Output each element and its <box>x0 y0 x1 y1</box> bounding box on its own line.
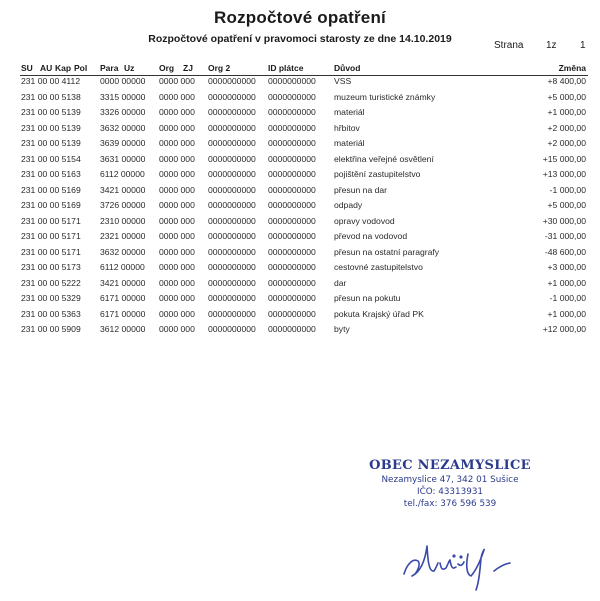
cell-account-code: 231 00 00 5138 <box>21 91 81 102</box>
cell-id-platce: 0000000000 <box>268 107 316 117</box>
cell-org-zj: 0000 000 <box>159 277 195 288</box>
cell-duvod: dar <box>334 277 347 288</box>
cell-account-code: 231 00 00 5171 <box>21 231 81 241</box>
cell-duvod: opravy vodovod <box>334 215 395 226</box>
cell-zmena: -1 000,00 <box>549 293 586 303</box>
cell-duvod: přesun na dar <box>334 184 388 195</box>
municipal-stamp <box>360 458 540 509</box>
cell-org2: 0000000000 <box>208 262 256 272</box>
cell-org-zj: 0000 000 <box>159 76 195 86</box>
cell-duvod: přesun na ostatní paragrafy <box>334 246 440 257</box>
cell-para-uz: 6112 00000 <box>100 169 145 179</box>
cell-para-uz: 3315 00000 <box>100 91 146 102</box>
cell-para-uz: 3631 00000 <box>100 153 146 164</box>
cell-id-platce: 0000000000 <box>268 308 316 319</box>
cell-id-platce: 0000000000 <box>268 153 316 164</box>
stamp-name: OBEC NEZAMYSLICE <box>369 458 531 473</box>
cell-id-platce: 0000000000 <box>268 76 316 86</box>
cell-org-zj: 0000 000 <box>159 138 195 148</box>
cell-org-zj: 0000 000 <box>159 293 195 303</box>
header-su: SU <box>21 63 33 73</box>
cell-account-code: 231 00 00 5163 <box>21 169 81 179</box>
header-para: Para <box>100 63 119 73</box>
cell-duvod: přesun na pokutu <box>334 293 401 303</box>
cell-id-platce: 0000000000 <box>268 262 316 272</box>
cell-duvod: materiál <box>334 138 365 148</box>
header-uz: Uz <box>124 63 135 73</box>
table-row <box>0 245 600 261</box>
document-subtitle: Rozpočtové opatření v pravomoci starosty ze dne 14.10.2019 <box>148 33 452 45</box>
cell-zmena: +1 000,00 <box>547 308 586 319</box>
cell-duvod: materiál <box>334 107 365 117</box>
header-org: Org <box>159 63 175 73</box>
cell-org2: 0000000000 <box>208 122 256 133</box>
cell-org2: 0000000000 <box>208 153 256 164</box>
document-title: Rozpočtové opatření <box>214 8 386 27</box>
cell-duvod: byty <box>334 324 350 334</box>
cell-org-zj: 0000 000 <box>159 215 195 226</box>
cell-para-uz: 6171 00000 <box>100 308 146 319</box>
cell-id-platce: 0000000000 <box>268 293 316 303</box>
cell-zmena: +2 000,00 <box>547 122 586 133</box>
table-row <box>0 229 600 245</box>
header-pol: Pol <box>74 63 88 73</box>
page-current: 1z <box>546 40 557 51</box>
cell-id-platce: 0000000000 <box>268 277 316 288</box>
table-row <box>0 74 600 90</box>
cell-org-zj: 0000 000 <box>159 107 195 117</box>
stamp-phone: tel./fax: 376 596 539 <box>403 499 497 509</box>
cell-zmena: +15 000,00 <box>542 153 586 164</box>
cell-account-code: 231 00 00 5154 <box>21 153 81 164</box>
cell-org-zj: 0000 000 <box>159 308 195 319</box>
cell-zmena: +2 000,00 <box>547 138 586 148</box>
cell-zmena: -31 000,00 <box>544 231 586 241</box>
cell-para-uz: 3632 00000 <box>100 122 146 133</box>
cell-account-code: 231 00 00 4112 <box>21 76 81 86</box>
cell-para-uz: 3639 00000 <box>100 138 146 148</box>
cell-org2: 0000000000 <box>208 308 256 319</box>
table-row <box>0 307 600 323</box>
cell-para-uz: 3612 00000 <box>100 324 146 334</box>
cell-org-zj: 0000 000 <box>159 262 195 272</box>
cell-para-uz: 3632 00000 <box>100 246 146 257</box>
cell-org2: 0000000000 <box>208 200 256 210</box>
cell-org-zj: 0000 000 <box>159 200 195 210</box>
cell-para-uz: 6112 00000 <box>100 262 145 272</box>
cell-zmena: +8 400,00 <box>547 76 586 86</box>
cell-para-uz: 3726 00000 <box>100 200 146 210</box>
cell-zmena: +30 000,00 <box>542 215 586 226</box>
cell-zmena: +1 000,00 <box>547 277 586 288</box>
cell-account-code: 231 00 00 5363 <box>21 308 81 319</box>
cell-id-platce: 0000000000 <box>268 122 316 133</box>
table-row <box>0 291 600 307</box>
cell-account-code: 231 00 00 5169 <box>21 184 81 195</box>
table-row <box>0 214 600 230</box>
cell-zmena: +1 000,00 <box>547 107 586 117</box>
stamp-address: Nezamyslice 47, 342 01 Sušice <box>381 475 519 485</box>
cell-account-code: 231 00 00 5909 <box>21 324 81 334</box>
cell-duvod: odpady <box>334 200 363 210</box>
table-row <box>0 322 600 338</box>
table-row <box>0 198 600 214</box>
cell-id-platce: 0000000000 <box>268 138 316 148</box>
table-row <box>0 90 600 106</box>
cell-account-code: 231 00 00 5139 <box>21 122 81 133</box>
header-au: AU <box>40 63 53 73</box>
cell-id-platce: 0000000000 <box>268 184 316 195</box>
cell-org2: 0000000000 <box>208 76 256 86</box>
cell-duvod: hřbitov <box>334 122 360 133</box>
cell-id-platce: 0000000000 <box>268 200 316 210</box>
header-zj: ZJ <box>183 63 193 73</box>
cell-para-uz: 6171 00000 <box>100 293 146 303</box>
handwritten-signature-icon <box>398 528 528 598</box>
cell-id-platce: 0000000000 <box>268 169 316 179</box>
cell-org-zj: 0000 000 <box>159 169 195 179</box>
cell-org2: 0000000000 <box>208 138 256 148</box>
header-id-platce: ID plátce <box>268 63 304 73</box>
cell-org-zj: 0000 000 <box>159 324 195 334</box>
cell-org-zj: 0000 000 <box>159 91 195 102</box>
cell-id-platce: 0000000000 <box>268 231 316 241</box>
cell-duvod: pokuta Krajský úřad PK <box>334 308 424 319</box>
table-row <box>0 276 600 292</box>
cell-zmena: +5 000,00 <box>547 200 586 210</box>
cell-zmena: +5 000,00 <box>547 91 586 102</box>
stamp-ico: IČO: 43313931 <box>416 487 484 497</box>
cell-org2: 0000000000 <box>208 91 256 102</box>
cell-account-code: 231 00 00 5169 <box>21 200 81 210</box>
cell-account-code: 231 00 00 5139 <box>21 107 81 117</box>
cell-org2: 0000000000 <box>208 246 256 257</box>
cell-account-code: 231 00 00 5139 <box>21 138 81 148</box>
cell-zmena: +12 000,00 <box>542 324 586 334</box>
cell-org-zj: 0000 000 <box>159 231 195 241</box>
cell-org-zj: 0000 000 <box>159 153 195 164</box>
page-label: Strana <box>494 40 524 51</box>
cell-account-code: 231 00 00 5222 <box>21 277 81 288</box>
table-row <box>0 260 600 276</box>
cell-zmena: -1 000,00 <box>549 184 586 195</box>
cell-org2: 0000000000 <box>208 215 256 226</box>
cell-id-platce: 0000000000 <box>268 215 316 226</box>
cell-account-code: 231 00 00 5329 <box>21 293 81 303</box>
cell-org2: 0000000000 <box>208 184 256 195</box>
cell-para-uz: 3326 00000 <box>100 107 146 117</box>
cell-org2: 0000000000 <box>208 107 256 117</box>
cell-duvod: VSS <box>334 76 352 86</box>
table-row <box>0 152 600 168</box>
table-row <box>0 105 600 121</box>
cell-para-uz: 2321 00000 <box>100 231 146 241</box>
cell-id-platce: 0000000000 <box>268 324 316 334</box>
table-row <box>0 136 600 152</box>
cell-para-uz: 0000 00000 <box>100 76 146 86</box>
cell-org2: 0000000000 <box>208 169 256 179</box>
cell-id-platce: 0000000000 <box>268 91 316 102</box>
cell-org-zj: 0000 000 <box>159 122 195 133</box>
cell-duvod: pojištění zastupitelstvo <box>334 169 421 179</box>
table-row <box>0 167 600 183</box>
cell-org2: 0000000000 <box>208 277 256 288</box>
header-duvod: Důvod <box>334 63 361 73</box>
header-zmena: Změna <box>558 63 586 73</box>
cell-zmena: -48 600,00 <box>544 246 586 257</box>
header-kap: Kap <box>55 63 72 73</box>
cell-org-zj: 0000 000 <box>159 184 195 195</box>
cell-org2: 0000000000 <box>208 324 256 334</box>
cell-id-platce: 0000000000 <box>268 246 316 257</box>
cell-duvod: cestovné zastupitelstvo <box>334 262 423 272</box>
cell-org-zj: 0000 000 <box>159 246 195 257</box>
page-total: 1 <box>580 40 586 51</box>
cell-duvod: muzeum turistické známky <box>334 91 436 102</box>
cell-zmena: +3 000,00 <box>547 262 586 272</box>
cell-org2: 0000000000 <box>208 293 256 303</box>
cell-para-uz: 3421 00000 <box>100 184 146 195</box>
cell-account-code: 231 00 00 5171 <box>21 246 81 257</box>
cell-duvod: elektřina veřejné osvětlení <box>334 153 434 164</box>
cell-account-code: 231 00 00 5173 <box>21 262 81 272</box>
table-body <box>0 74 600 338</box>
cell-para-uz: 3421 00000 <box>100 277 146 288</box>
cell-para-uz: 2310 00000 <box>100 215 146 226</box>
table-row <box>0 183 600 199</box>
table-row <box>0 121 600 137</box>
header-org2: Org 2 <box>208 63 231 73</box>
cell-duvod: převod na vodovod <box>334 231 408 241</box>
cell-zmena: +13 000,00 <box>542 169 586 179</box>
cell-org2: 0000000000 <box>208 231 256 241</box>
cell-account-code: 231 00 00 5171 <box>21 215 81 226</box>
